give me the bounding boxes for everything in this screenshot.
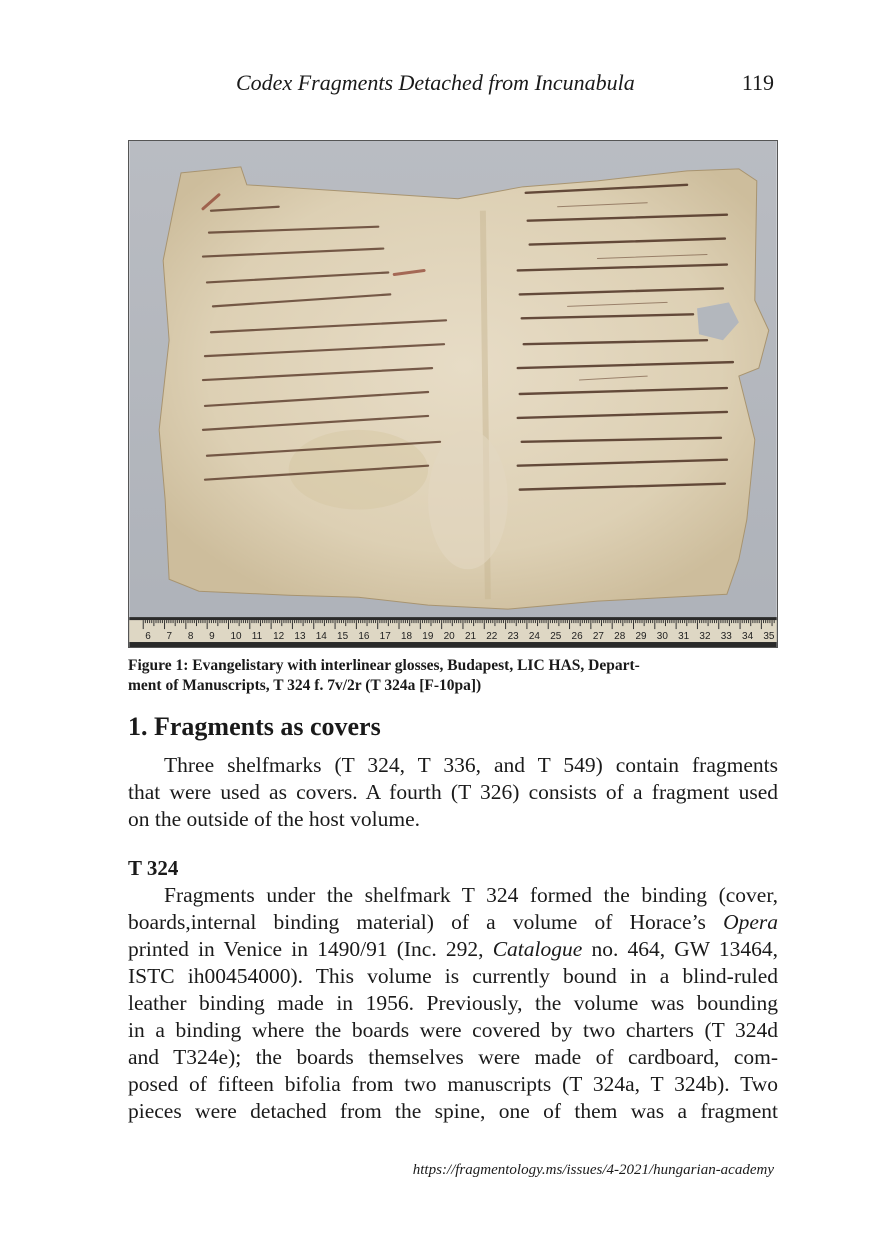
ruler-number: 27 (592, 631, 604, 643)
paragraph-line: ISTC ih00454000). This volume is currently bound in a blind-ruled (128, 964, 778, 988)
ruler-number: 6 (145, 631, 151, 643)
subsection-heading: T 324 (128, 856, 179, 880)
catalogue-title: Catalogue (492, 937, 583, 961)
ruler-number: 31 (678, 631, 690, 643)
book-title-opera: Opera (723, 910, 778, 934)
paragraph-line: Fragments under the shelfmark T 324 formed the binding (cover, (164, 883, 778, 907)
ruler-number: 26 (571, 631, 583, 643)
text-run: boards,internal binding material) of a volume of Horace’s (128, 910, 724, 934)
ruler-number: 20 (443, 631, 455, 643)
ruler-number: 25 (550, 631, 562, 643)
paragraph-line: on the outside of the host volume. (128, 807, 421, 831)
ruler-number: 14 (315, 631, 327, 643)
ruler-number: 32 (699, 631, 711, 643)
ruler-number: 30 (656, 631, 668, 643)
ruler-number: 28 (614, 631, 626, 643)
section-heading: 1. Fragments as covers (128, 712, 381, 741)
ruler-number: 7 (166, 631, 173, 643)
ruler-number: 15 (337, 631, 349, 643)
ruler-number: 23 (507, 631, 519, 643)
running-title: Codex Fragments Detached from Incunabula (236, 70, 635, 95)
paragraph-line: Three shelfmarks (T 324, T 336, and T 549) contain fragments (164, 753, 778, 777)
paragraph-line: pieces were detached from the spine, one of them was a fragment (128, 1099, 778, 1123)
ruler-number: 17 (379, 631, 391, 643)
paragraph-line: leather binding made in 1956. Previously, the volume was bounding (128, 991, 778, 1015)
ruler-number: 19 (422, 631, 434, 643)
ruler-number: 13 (294, 631, 306, 643)
page-number: 119 (741, 70, 774, 95)
caption-line-2: ment of Manuscripts, T 324 f. 7v/2r (T 324a [F-10pa]) (128, 677, 482, 694)
manuscript-photograph (128, 140, 778, 648)
footer-url[interactable]: https://fragmentology.ms/issues/4-2021/hungarian-academy (412, 1162, 774, 1178)
paragraph-line: that were used as covers. A fourth (T 326) consists of a fragment used (128, 780, 778, 804)
text-run: no. 464, GW 13464, (582, 937, 778, 961)
paragraph-line: in a binding where the boards were covered by two charters (T 324d (128, 1018, 778, 1042)
ruler-number: 10 (230, 631, 242, 643)
figure-caption (128, 656, 778, 696)
paragraph-line (128, 936, 778, 963)
ruler-number: 34 (742, 631, 754, 643)
ruler-number: 12 (273, 631, 285, 643)
section-paragraph (128, 752, 778, 833)
subsection-paragraph (128, 882, 778, 1125)
ruler-number: 35 (763, 631, 775, 643)
ruler-number: 9 (209, 631, 215, 643)
ruler-number: 8 (187, 631, 194, 643)
paragraph-line: posed of fifteen bifolia from two manuscripts (T 324a, T 324b). Two (128, 1072, 778, 1096)
paragraph-line (128, 909, 778, 936)
ruler-number: 22 (486, 631, 498, 643)
ruler-number: 33 (720, 631, 732, 643)
text-run: printed in Venice in 1490/91 (Inc. 292, (128, 937, 493, 961)
ruler-number: 24 (528, 631, 540, 643)
ruler-number: 29 (635, 631, 647, 643)
ruler-number: 11 (251, 631, 263, 643)
caption-line-1: Figure 1: Evangelistary with interlinear glosses, Budapest, LIC HAS, Depart- (128, 657, 640, 674)
running-head (128, 70, 776, 102)
paragraph-line: and T324e); the boards themselves were made of cardboard, com- (128, 1045, 778, 1069)
figure (128, 140, 778, 648)
ruler-number: 18 (401, 631, 413, 643)
ruler-number: 21 (464, 631, 477, 643)
ruler-number: 16 (358, 631, 370, 643)
